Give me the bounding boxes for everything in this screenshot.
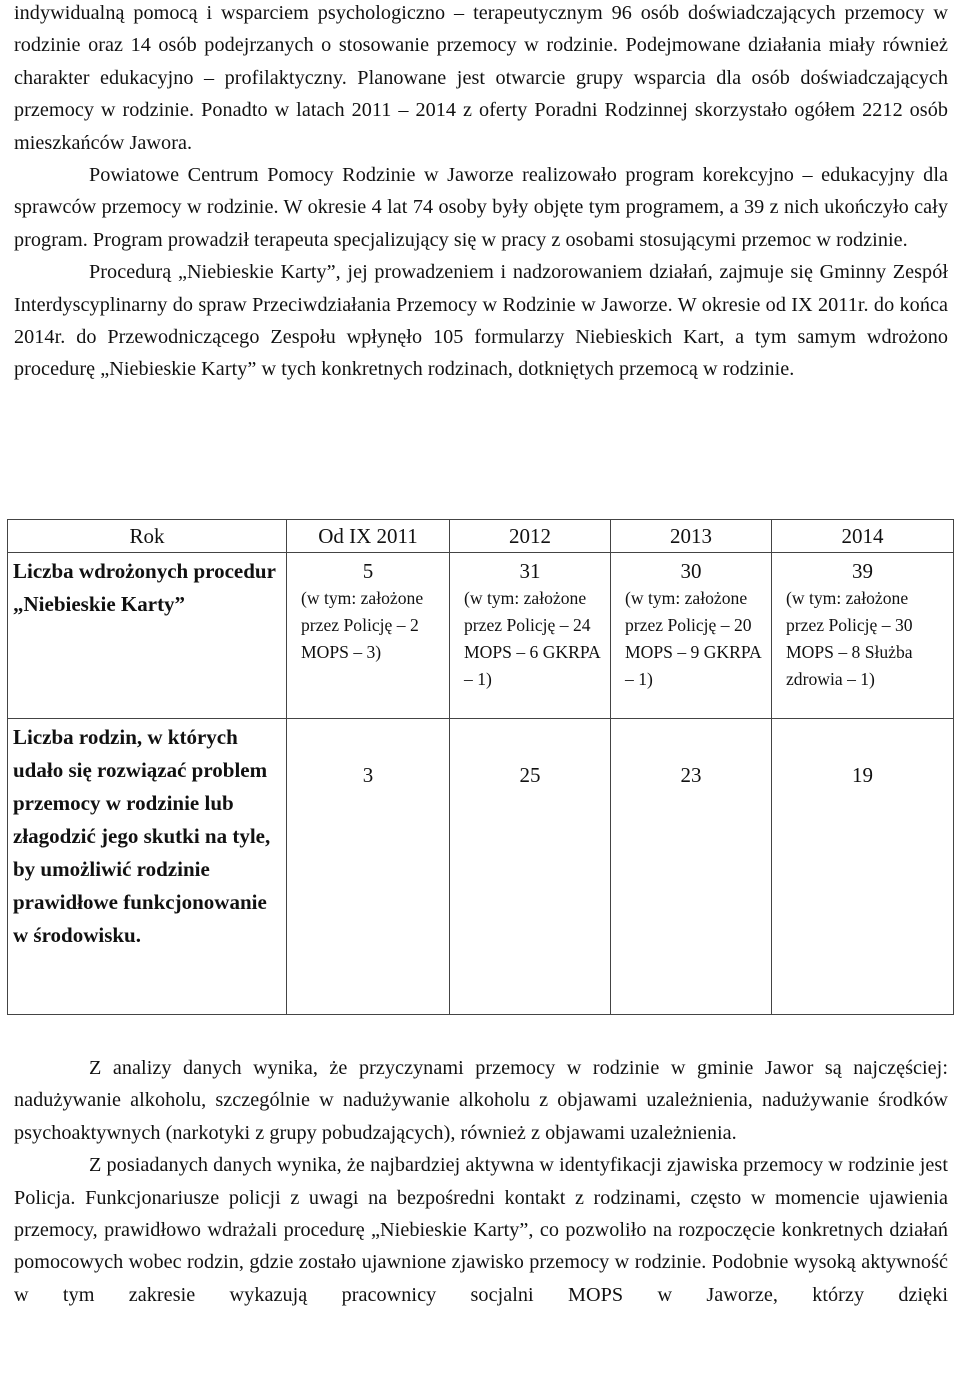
header-2014: 2014 xyxy=(772,520,954,553)
cell-2014-procedures xyxy=(772,553,954,719)
families-2011: 3 xyxy=(287,719,450,1015)
table-header-row xyxy=(8,520,954,553)
cell-2011-procedures xyxy=(287,553,450,719)
detail-2011: (w tym: założone przez Policję – 2 MOPS – 3) xyxy=(301,588,424,662)
row-label-families: Liczba rodzin, w których udało się rozwiązać problem przemocy w rodzinie lub złagodzić jego skutki na tyle, by umożliwić rodzinie prawidłowe funkcjonowanie w środowisku. xyxy=(8,719,287,1015)
paragraph-2: Powiatowe Centrum Pomocy Rodzinie w Jaworze realizowało program korekcyjno – edukacyjny dla sprawców przemocy w rodzinie. W okresie 4 lat 74 osoby były objęte tym programem, a 39 z nich ukończyło cały program. Program prowadził terapeuta specjalizujący się w pracy z osobami stosującymi przemoc w rodzinie. xyxy=(14,164,948,251)
detail-2012: (w tym: założone przez Policję – 24 MOPS – 6 GKRPA – 1) xyxy=(464,588,600,689)
header-2011: Od IX 2011 xyxy=(287,520,450,553)
families-2014: 19 xyxy=(772,719,954,1015)
top-text-block xyxy=(0,0,960,386)
header-2013: 2013 xyxy=(611,520,772,553)
paragraph-4: Z analizy danych wynika, że przyczynami przemocy w rodzinie w gminie Jawor są najczęściej: nadużywanie alkoholu, szczególnie w nadużywanie alkoholu z objawami uzależnienia, nadużywanie środków psychoaktywnych (narkotyki z grupy pobudzających), również z objawami uzależnienia. xyxy=(14,1057,948,1144)
header-2012: 2012 xyxy=(450,520,611,553)
paragraph-5: Z posiadanych danych wynika, że najbardziej aktywna w identyfikacji zjawiska przemocy w rodzinie jest Policja. Funkcjonariusze policji z uwagi na bezpośredni kontakt z rodzinami, często w momencie ujawienia przemocy, prawidłowo wdrażali procedurę „Niebieskie Karty”, co pozwoliło na rozpoczęcie konkretnych działań pomocowych wobec rodzin, gdzie zostało ujawnione zjawisko przemocy w rodzinie. Podobnie wysoką aktywność w tym zakresie wykazują pracownicy socjalni MOPS w Jaworze, którzy dzięki xyxy=(14,1154,948,1306)
total-2014: 39 xyxy=(852,559,873,583)
total-2012: 31 xyxy=(519,559,541,583)
paragraph-1: indywidualną pomocą i wsparciem psychologiczno – terapeutycznym 96 osób doświadczających przemocy w rodzinie oraz 14 osób podejrzanych o stosowanie przemocy w rodzinie. Podejmowane działania miały również charakter edukacyjno – profilaktyczny. Planowane jest otwarcie grupy wsparcia dla osób doświadczających przemocy w rodzinie. Ponadto w latach 2011 – 2014 z oferty Poradni Rodzinnej skorzystało ogółem 2212 osób mieszkańców Jawora. xyxy=(14,2,948,154)
bottom-text-block xyxy=(0,1052,960,1311)
blue-cards-table xyxy=(7,519,954,1015)
total-2011: 5 xyxy=(362,559,374,583)
header-year: Rok xyxy=(8,520,287,553)
cell-2012-procedures xyxy=(450,553,611,719)
paragraph-3: Procedurą „Niebieskie Karty”, jej prowadzeniem i nadzorowaniem działań, zajmuje się Gminny Zespół Interdyscyplinarny do spraw Przeciwdziałania Przemocy w Rodzinie w Jaworze. W okresie od IX 2011r. do końca 2014r. do Przewodniczącego Zespołu wpłynęło 105 formularzy Niebieskich Kart, a tym samym wdrożono procedurę „Niebieskie Karty” w tych konkretnych rodzinach, dotkniętych przemocą w rodzinie. xyxy=(14,261,948,381)
families-2012: 25 xyxy=(450,719,611,1015)
detail-2014: (w tym: założone przez Policję – 30 MOPS – 8 Służba zdrowia – 1) xyxy=(786,588,913,689)
row-label-procedures: Liczba wdrożonych procedur „Niebieskie Karty” xyxy=(8,553,287,719)
cell-2013-procedures xyxy=(611,553,772,719)
table-row-families xyxy=(8,719,954,1015)
table-row-procedures xyxy=(8,553,954,719)
families-2013: 23 xyxy=(611,719,772,1015)
detail-2013: (w tym: założone przez Policję – 20 MOPS – 9 GKRPA – 1) xyxy=(625,588,761,689)
total-2013: 30 xyxy=(680,559,702,583)
